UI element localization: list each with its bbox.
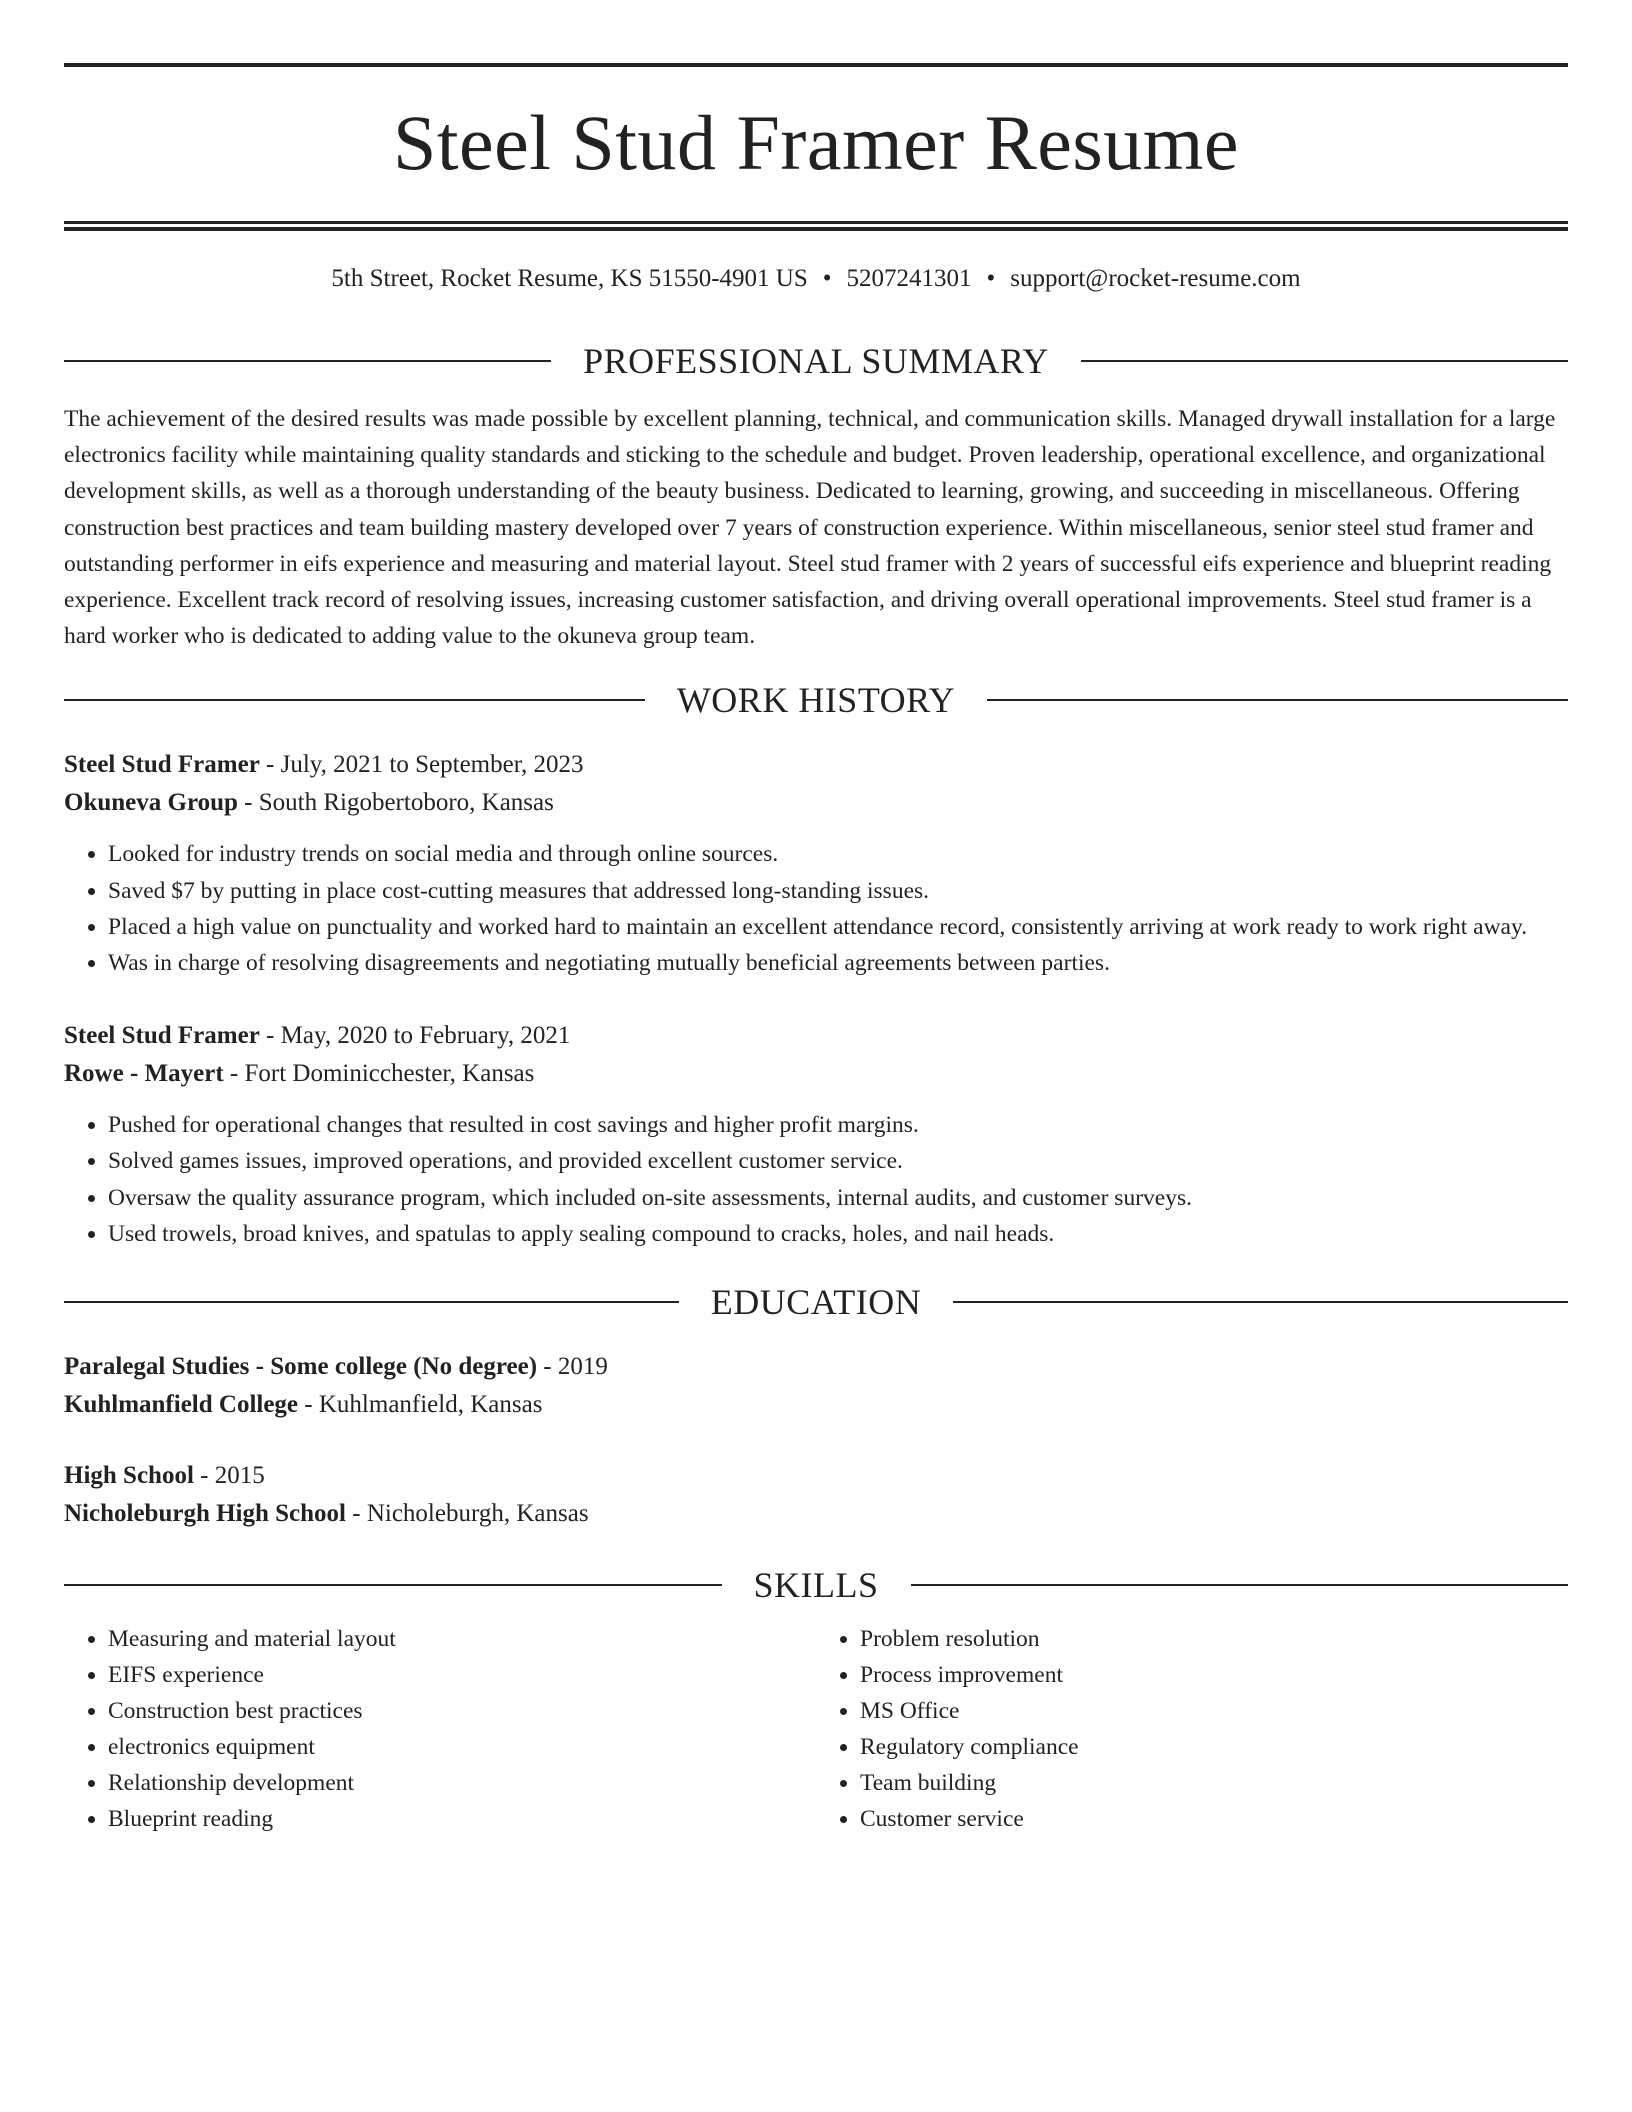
section-heading-work-history (64, 678, 1568, 722)
heading-rule (987, 699, 1568, 701)
job-dates: - May, 2020 to February, 2021 (259, 1022, 571, 1050)
job-bullet: • Saved $7 by putting in place cost-cutting measures that addressed long-standing issues. (108, 873, 1568, 909)
heading-rule (911, 1584, 1569, 1586)
job-dates: - July, 2021 to September, 2023 (259, 751, 584, 779)
job-bullet: • Pushed for operational changes that resulted in cost savings and higher profit margins. (108, 1107, 1568, 1143)
heading-rule (64, 1584, 722, 1586)
heading-rule (64, 360, 551, 362)
skill-item: • Relationship development (108, 1765, 816, 1801)
education-degree-line (64, 1457, 1568, 1495)
education-year: - 2015 (193, 1462, 265, 1490)
job-company: Rowe - Mayert (64, 1060, 224, 1088)
education-entry (64, 1348, 1568, 1424)
education-entry (64, 1457, 1568, 1533)
job-entry (64, 746, 1568, 981)
contact-separator: • (822, 265, 832, 292)
skills-list-left (64, 1621, 816, 1837)
job-bullet: • Looked for industry trends on social media and through online sources. (108, 836, 1568, 872)
job-title: Steel Stud Framer (64, 751, 260, 779)
contact-address: 5th Street, Rocket Resume, KS 51550-4901 US (331, 265, 808, 292)
education-school-line (64, 1386, 1568, 1424)
job-company: Okuneva Group (64, 789, 238, 817)
job-bullet: • Placed a high value on punctuality and worked hard to maintain an excellent attendance record, consistently arriving at work ready to work right away. (108, 909, 1568, 945)
job-bullet: • Was in charge of resolving disagreements and negotiating mutually beneficial agreements between parties. (108, 945, 1568, 981)
job-location: - Fort Dominicchester, Kansas (223, 1060, 535, 1088)
section-heading-summary (64, 339, 1568, 383)
skills-list-right (816, 1621, 1568, 1837)
heading-rule (64, 1301, 679, 1303)
contact-separator: • (986, 265, 996, 292)
contact-line (64, 263, 1568, 295)
education-degree-line (64, 1348, 1568, 1386)
contact-phone: 5207241301 (846, 265, 972, 292)
job-location: - South Rigobertoboro, Kansas (237, 789, 554, 817)
skill-item: • Team building (860, 1765, 1568, 1801)
job-bullets (64, 1107, 1568, 1252)
section-title: EDUCATION (710, 1282, 922, 1323)
section-heading-education (64, 1280, 1568, 1324)
heading-rule (64, 699, 645, 701)
education-degree: High School (64, 1462, 194, 1490)
contact-email: support@rocket-resume.com (1010, 265, 1301, 292)
section-title: PROFESSIONAL SUMMARY (583, 341, 1049, 381)
job-title-line (64, 746, 1568, 784)
skill-item: • Construction best practices (108, 1693, 816, 1729)
title-double-rule (64, 221, 1568, 231)
job-bullet: • Oversaw the quality assurance program, which included on-site assessments, internal audits, and customer surveys. (108, 1180, 1568, 1216)
skill-item: • Measuring and material layout (108, 1621, 816, 1657)
job-company-line (64, 1055, 1568, 1093)
job-title: Steel Stud Framer (64, 1022, 260, 1050)
heading-rule (953, 1301, 1568, 1303)
job-bullets (64, 836, 1568, 981)
job-entry (64, 1017, 1568, 1252)
job-title-line (64, 1017, 1568, 1055)
skill-item: • MS Office (860, 1693, 1568, 1729)
skill-item: • Process improvement (860, 1657, 1568, 1693)
job-bullet: • Solved games issues, improved operations, and provided excellent customer service. (108, 1143, 1568, 1179)
education-school: Kuhlmanfield College (64, 1391, 299, 1419)
skills-columns (64, 1621, 1568, 1837)
education-location: - Nicholeburgh, Kansas (346, 1500, 589, 1528)
education-school-line (64, 1495, 1568, 1533)
education-year: - 2019 (537, 1353, 608, 1381)
education-school: Nicholeburgh High School (64, 1500, 346, 1528)
summary-paragraph: The achievement of the desired results was made possible by excellent planning, technical, and communication skills. Managed drywall installation for a large electronics facility while maintaining quality standards and sticking to the schedule and budget. Proven leadership, operational excellence, and organizational development skills, as well as a thorough understanding of the beauty business. Dedicated to learning, growing, and succeeding in miscellaneous. Offering construction best practices and team building mastery developed over 7 years of construction experience. Within miscellaneous, senior steel stud framer and outstanding performer in eifs experience and measuring and material layout. Steel stud framer with 2 years of successful eifs experience and blueprint reading experience. Excellent track record of resolving issues, increasing customer satisfaction, and driving overall operational improvements. Steel stud framer is a hard worker who is dedicated to adding value to the okuneva group team. (64, 406, 1556, 650)
resume-title: Steel Stud Framer Resume (392, 99, 1240, 186)
education-degree: Paralegal Studies - Some college (No degree) (64, 1353, 538, 1381)
job-bullet: • Used trowels, broad knives, and spatulas to apply sealing compound to cracks, holes, and nail heads. (108, 1216, 1568, 1252)
skill-item: • Regulatory compliance (860, 1729, 1568, 1765)
skill-item: • Blueprint reading (108, 1801, 816, 1837)
skill-item: • Customer service (860, 1801, 1568, 1837)
top-rule (64, 63, 1568, 67)
heading-rule (1081, 360, 1568, 362)
section-title: WORK HISTORY (676, 680, 956, 721)
education-location: - Kuhlmanfield, Kansas (298, 1391, 543, 1419)
skill-item: • electronics equipment (108, 1729, 816, 1765)
section-title: SKILLS (753, 1565, 879, 1606)
skill-item: • EIFS experience (108, 1657, 816, 1693)
job-company-line (64, 784, 1568, 822)
skill-item: • Problem resolution (860, 1621, 1568, 1657)
section-heading-skills (64, 1563, 1568, 1607)
